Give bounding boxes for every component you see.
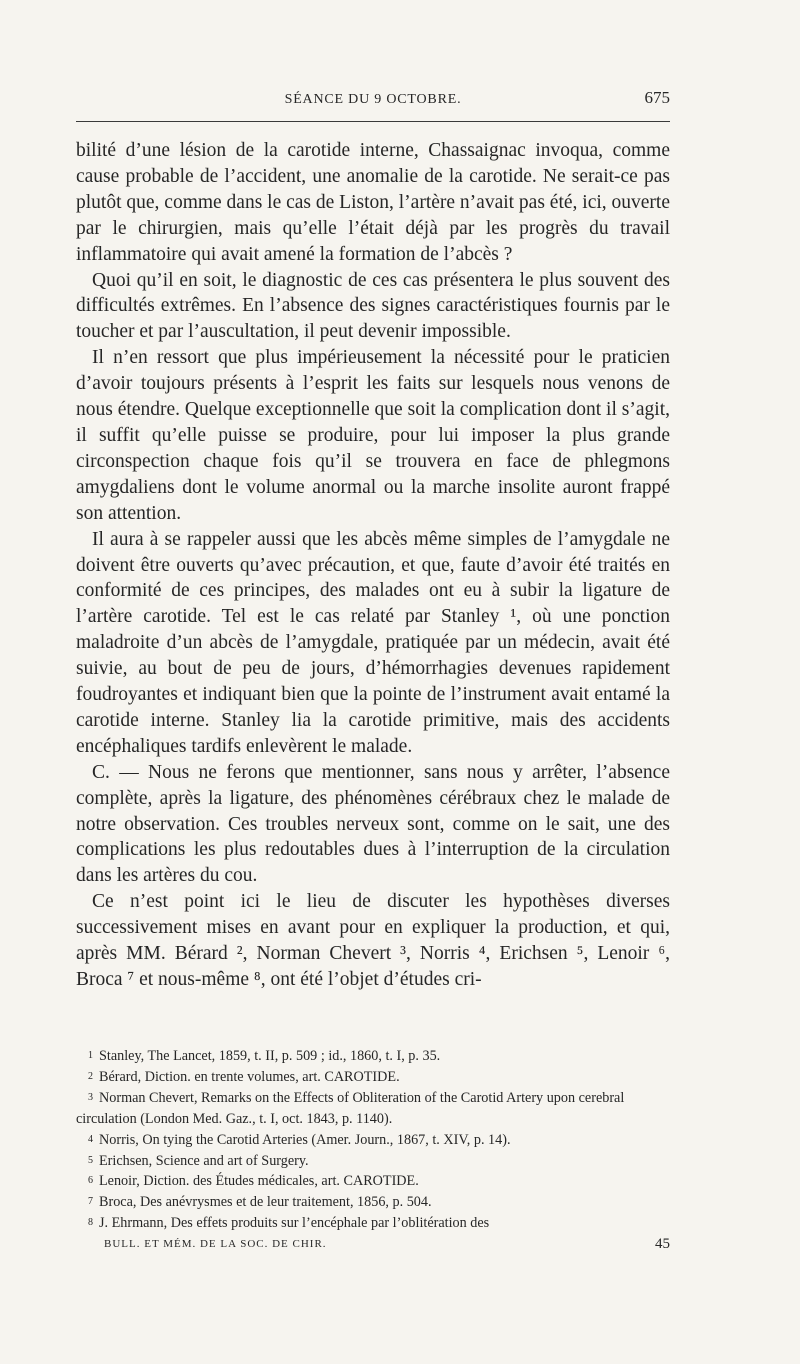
- footnote-marker: 5: [88, 1154, 93, 1166]
- paragraph-1: bilité d’une lésion de la carotide interne, Chassaignac invoqua, comme cause probable de l’accident, une anomalie de la carotide. Ne serait-ce pas plutôt que, comme dans le cas de Liston, l’artère n’avait pas été, ici, ouverte par le chirurgien, mais qu’elle l’était déjà par les progrès du travail inflammatoire qui avait amené la formation de l’abcès ?: [76, 140, 670, 265]
- running-title: SÉANCE DU 9 OCTOBRE.: [284, 92, 462, 107]
- footnote-4: [76, 1130, 670, 1151]
- paragraph-4: Il aura à se rappeler aussi que les abcès même simples de l’amygdale ne doivent être ouverts qu’avec précaution, et que, faute d’avoir été traités en conformité de ces principes, des malades ont eu à subir la ligature de l’artère carotide. Tel est le cas relaté par Stanley ¹, où une ponction maladroite d’un abcès de l’amygdale, pratiquée par un médecin, avait été suivie, au bout de peu de jours, d’hémorrhagies devenues rapidement foudroyantes et indiquant bien que la pointe de l’instrument avait entamé la carotide interne. Stanley lia la carotide primitive, mais des accidents encéphaliques tardifs enlevèrent le malade.: [76, 528, 670, 757]
- footnote-marker: 2: [88, 1070, 93, 1082]
- signature-line: BULL. ET MÉM. DE LA SOC. DE CHIR.: [104, 1238, 327, 1250]
- paragraph-5: C. — Nous ne ferons que mentionner, sans nous y arrêter, l’absence complète, après la ligature, des phénomènes cérébraux chez le malade de notre observation. Ces troubles nerveux sont, comme on le sait, une des complications les plus redoutables dues à l’interruption de la circulation dans les artères du cou.: [76, 761, 670, 887]
- footnote-text: Lenoir, Diction. des Études médicales, art. CAROTIDE.: [99, 1173, 419, 1190]
- footnote-marker: 4: [88, 1133, 93, 1145]
- footnote-marker: 3: [88, 1091, 93, 1103]
- book-page: [76, 0, 670, 1364]
- footnote-text: Broca, Des anévrysmes et de leur traitement, 1856, p. 504.: [99, 1194, 432, 1211]
- page-header: [76, 88, 670, 110]
- footnote-7: [76, 1192, 670, 1213]
- footnote-5: [76, 1151, 670, 1172]
- footnotes: [76, 1046, 670, 1234]
- footnote-text: Bérard, Diction. en trente volumes, art. CAROTIDE.: [99, 1068, 400, 1085]
- sheet-number: 45: [655, 1236, 670, 1252]
- paragraph-2: Quoi qu’il en soit, le diagnostic de ces cas présentera le plus souvent des difficultés extrêmes. En l’absence des signes caractéristiques fournis par le toucher et par l’auscultation, il peut devenir impossible.: [76, 269, 670, 343]
- footnote-3: [76, 1088, 670, 1130]
- body-text: [76, 138, 670, 993]
- footnote-text: J. Ehrmann, Des effets produits sur l’encéphale par l’oblitération des: [99, 1215, 490, 1232]
- paragraph-6: Ce n’est point ici le lieu de discuter les hypothèses diverses successivement mises en avant pour en expliquer la production, et qui, après MM. Bérard ², Norman Chevert ³, Norris ⁴, Erichsen ⁵, Lenoir ⁶, Broca ⁷ et nous-même ⁸, ont été l’objet d’études cri-: [76, 891, 670, 990]
- footnote-8: [76, 1213, 670, 1234]
- page-number: 675: [644, 88, 670, 107]
- footnote-2: [76, 1067, 670, 1088]
- footnote-text: Norris, On tying the Carotid Arteries (Amer. Journ., 1867, t. XIV, p. 14).: [99, 1131, 511, 1148]
- footnote-marker: 7: [88, 1196, 93, 1208]
- paragraph-3: Il n’en ressort que plus impérieusement la nécessité pour le praticien d’avoir toujours présents à l’esprit les faits sur lesquels nous venons de nous étendre. Quelque exceptionnelle que soit la complication dont il s’agit, il suffit qu’elle puisse se produire, pour lui imposer la plus grande circonspection chaque fois qu’il se trouvera en face de phlegmons amygdaliens dont le volume anormal ou la marche insolite auront frappé son attention.: [76, 347, 670, 524]
- header-rule: [76, 121, 670, 122]
- footnote-6: [76, 1171, 670, 1192]
- footnote-marker: 1: [88, 1050, 93, 1061]
- footnote-text: Erichsen, Science and art of Surgery.: [99, 1152, 309, 1169]
- footnote-marker: 8: [88, 1217, 93, 1229]
- footnote-marker: 6: [88, 1175, 93, 1187]
- footnote-text: Stanley, The Lancet, 1859, t. II, p. 509 ; id., 1860, t. I, p. 35.: [99, 1048, 441, 1064]
- footnote-1: [76, 1046, 670, 1067]
- footnote-text: Norman Chevert, Remarks on the Effects of Obliteration of the Carotid Artery upon cerebral circulation (London Med. Gaz., t. I, oct. 1843, p. 1140).: [76, 1089, 625, 1127]
- page-footer: [76, 1236, 670, 1256]
